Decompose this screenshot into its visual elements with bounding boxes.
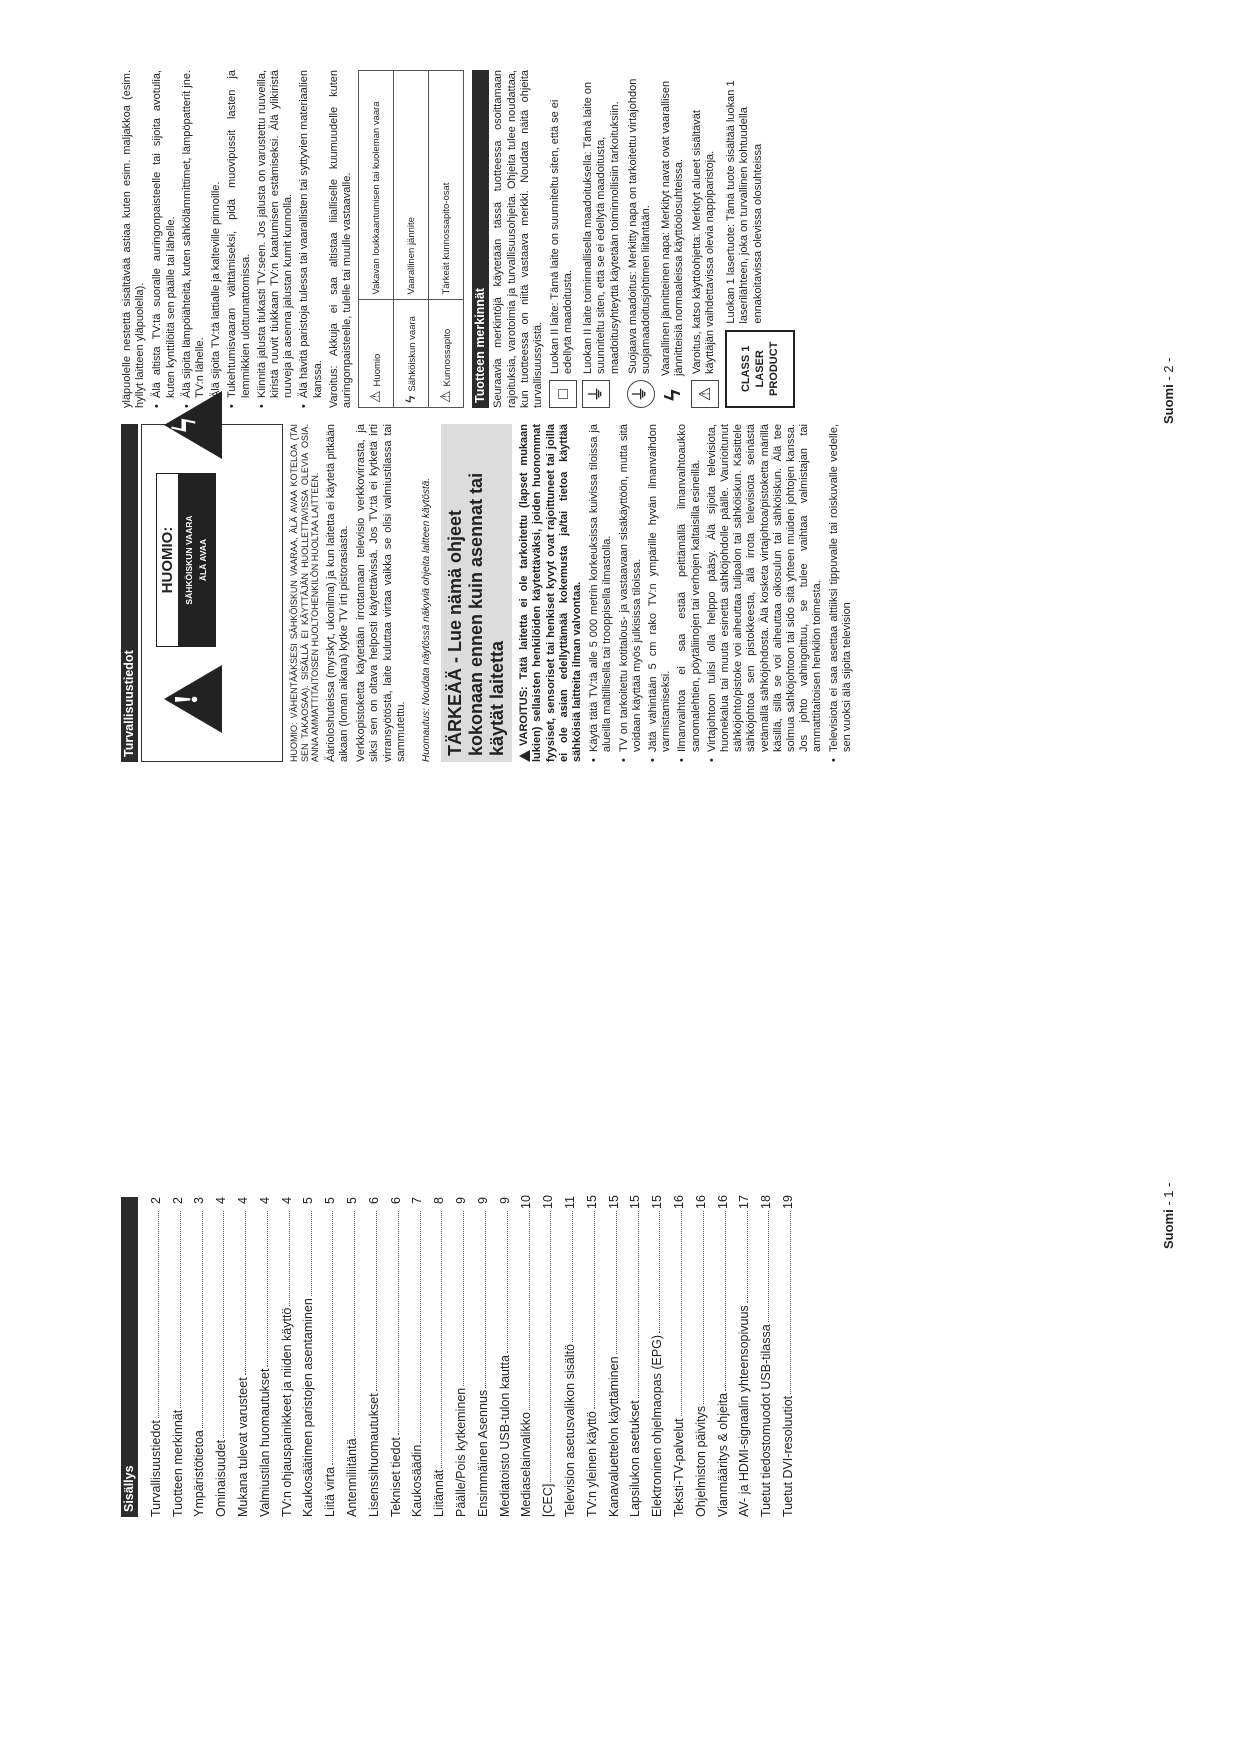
- toc-entry-page: 16: [715, 1195, 730, 1209]
- laser-label: [725, 330, 795, 408]
- toc-entry-page: 9: [475, 1197, 490, 1204]
- live-terminal-text: Vaarallinen jännitteinen napa: Merkityt navat ovat vaarallisen jännitteisiä normaaleissa käyttöolosuhteissa.: [659, 80, 686, 376]
- toc-entry[interactable]: [730, 1197, 752, 1517]
- toc-entry-page: 5: [344, 1197, 359, 1204]
- toc-entry-label: Kaukosäädin: [410, 1444, 425, 1517]
- toc-entry-label: Ohjelmiston päivitys: [693, 1405, 708, 1517]
- toc-leader-dots: [725, 1211, 726, 1391]
- toc-entry-page: 7: [410, 1197, 425, 1204]
- toc-entry-label: AV- ja HDMI-signaalin yhteensopivuus: [737, 1305, 752, 1517]
- symbol-table-left: [359, 299, 394, 407]
- protective-earth-icon: ⏚: [627, 380, 655, 408]
- safety-bullet: • TV on tarkoitettu kotitalous- ja vastaavaan sisäkäyttöön, mutta sitä voidaan käyttää myös julkisissa tiloissa.: [618, 424, 644, 762]
- lightning-warning-icon: ϟ: [164, 391, 222, 459]
- protective-earth-text: Suojaava maadoitus: Merkitty napa on tarkoitettu virtajohdon suojamaadoitusjohtimen liitäntään.: [626, 78, 653, 374]
- symbol-table-left: [429, 299, 464, 407]
- toc-leader-dots: [354, 1211, 355, 1436]
- toc-entry-label: Ominaisuudet: [214, 1439, 229, 1517]
- toc-leader-dots: [790, 1211, 791, 1394]
- right-bullet: • Tukehtumisvaaran välttämiseksi, pidä muovipussit lasten ja lemmikkien ulottumattomissa.: [226, 70, 252, 408]
- toc-entry-page: 4: [257, 1197, 272, 1204]
- safety-paragraph-2: Verkkopistoketta käytetään irrottamaan televisio verkkovirrasta, ja siksi sen on oltava helposti käytettävissä. Jos TV:tä ei kytketä irti virransyötöstä, laite kuluttaa virtaa vaikka se olisi valmiustilassa tai sammutettu.: [355, 424, 407, 762]
- manual-row: [691, 70, 719, 408]
- toc-leader-dots: [398, 1211, 399, 1435]
- toc-entry-page: 4: [235, 1197, 250, 1204]
- toc-entry[interactable]: [294, 1197, 316, 1517]
- maintenance-icon: ⚠: [436, 390, 453, 403]
- toc-entry-label: Kaukosäätimen paristojen asentaminen: [301, 1298, 316, 1517]
- toc-leader-dots: [507, 1211, 508, 1353]
- right-bullet: • Älä hävitä paristoja tulessa tai vaarallisten tai syttyvien materiaalien kanssa.: [298, 70, 324, 408]
- folio-2: [1161, 358, 1176, 424]
- toc-entry-label: Tuetut tiedostomuodot USB-tilassa: [759, 1324, 774, 1517]
- toc-leader-dots: [550, 1211, 551, 1482]
- symbol-table-row: [359, 71, 394, 408]
- toc-entry-page: 8: [432, 1197, 447, 1204]
- toc-list: [141, 1197, 795, 1517]
- toc-entry[interactable]: [686, 1197, 708, 1517]
- toc-entry-page: 2: [170, 1197, 185, 1204]
- safety-bullet: • Televisiota ei saa asettaa alttiiksi tippuvalle tai roiskuvalle vedelle, sen vuoksi älä sijoita television: [828, 424, 854, 762]
- toc-leader-dots: [441, 1211, 442, 1468]
- exclamation-warning-icon: !: [164, 665, 222, 733]
- right-bullet: • Älä sijoita TV:tä lattialle ja kalteville pinnoille.: [210, 70, 223, 408]
- toc-entry[interactable]: [621, 1197, 643, 1517]
- toc-leader-dots: [572, 1211, 573, 1342]
- symbol-meaning: Tärkeät kunnossapito-osat: [429, 71, 464, 300]
- toc-leader-dots: [420, 1211, 421, 1443]
- symbol-label: Sähköiskun vaara: [406, 316, 418, 392]
- toc-leader-dots: [747, 1211, 748, 1303]
- toc-title: Sisällys: [121, 1197, 138, 1517]
- toc-entry[interactable]: [337, 1197, 359, 1517]
- toc-entry-page: 16: [693, 1195, 708, 1209]
- toc-leader-dots: [681, 1211, 682, 1416]
- toc-entry-label: Ensimmäinen Asennus: [475, 1389, 490, 1517]
- laser-line-2: LASER PRODUCT: [754, 341, 781, 396]
- toc-entry-page: 4: [214, 1197, 229, 1204]
- toc-entry-page: 15: [628, 1195, 643, 1209]
- safety-bullet: • Virtajohtoon tulisi olla helppo pääsy. Älä sijoita televisiota, huonekalua tai muuta esinettä sähköjohdolle päälle. Vaurioitunut sähköjohto/pistoke voi aiheuttaa tulipalon tai sähköiskun. Käsittele sähköjohtoa sen pistokkeesta, älä irrota televisiota seinästä vetämällä sähköjohdosta. Älä kosketa virtajohtoa/pistoketta märillä käsillä, sillä se voi aiheuttaa oikosulun tai sähköiskun. Älä tee solmua sähköjohtoon tai sido sitä yhteen muiden johtojen kanssa. Jos johto vahingoittuu, se tulee vaihtaa valmistajan tai ammattitaitoisen henkilön toimesta.: [706, 424, 825, 762]
- laser-line-1: CLASS 1: [740, 345, 753, 393]
- toc-entry-label: Liitä virta: [323, 1466, 338, 1517]
- right-bullet: • Kiinnitä jalusta tiukasti TV:seen. Jos jalusta on varustettu ruuveilla, kiristä ruuvit tiukkaan TV:n kaatumisen estämiseksi. Älä ylikiristä ruuveja ja asenna jalustan kumit kunnolla.: [256, 70, 296, 408]
- toc-entry-label: Päälle/Pois kytkeminen: [453, 1387, 468, 1517]
- toc-leader-dots: [267, 1211, 268, 1367]
- symbol-table-row: [394, 71, 429, 408]
- toc-leader-dots: [223, 1211, 224, 1438]
- toc-entry[interactable]: [752, 1197, 774, 1517]
- toc-entry[interactable]: [599, 1197, 621, 1517]
- toc-entry[interactable]: [207, 1197, 229, 1517]
- toc-entry[interactable]: [773, 1197, 795, 1517]
- folio-number: - 2 -: [1161, 357, 1176, 381]
- class2-functional-row: [582, 70, 622, 408]
- toc-entry[interactable]: [141, 1197, 163, 1517]
- toc-leader-dots: [289, 1211, 290, 1306]
- toc-leader-dots: [245, 1211, 246, 1375]
- toc-entry-label: Mediaselainvalikko: [519, 1412, 534, 1517]
- toc-entry-page: 18: [759, 1195, 774, 1209]
- page-2: [21, 0, 1221, 804]
- toc-entry[interactable]: [643, 1197, 665, 1517]
- toc-entry-page: 17: [737, 1195, 752, 1209]
- live-terminal-row: [660, 70, 686, 408]
- toc-entry[interactable]: [272, 1197, 294, 1517]
- toc-leader-dots: [659, 1211, 660, 1333]
- markings-column: [121, 70, 800, 408]
- toc-entry[interactable]: [555, 1197, 577, 1517]
- toc-entry-page: 15: [584, 1195, 599, 1209]
- toc-entry-label: Elektroninen ohjelmaopas (EPG): [650, 1334, 665, 1517]
- warning-triangle-icon: [519, 750, 530, 762]
- toc-leader-dots: [180, 1211, 181, 1408]
- huomio-sub1: SÄHKÖISKUN VAARA: [184, 515, 195, 605]
- manual-warning-icon: ⚠: [691, 380, 719, 408]
- class2-text: Luokan II laite: Tämä laite on suunniteltu siten, että se ei edellytä maadoitusta.: [549, 99, 575, 374]
- toc-leader-dots: [332, 1211, 333, 1465]
- toc-entry-label: Tekniset tiedot: [388, 1437, 403, 1517]
- toc-entry-page: 19: [780, 1195, 795, 1209]
- toc-entry[interactable]: [250, 1197, 272, 1517]
- toc-entry[interactable]: [316, 1197, 338, 1517]
- folio-number: - 1 -: [1161, 1182, 1176, 1206]
- toc-entry-page: 6: [366, 1197, 381, 1204]
- protective-earth-row: [627, 70, 655, 408]
- page-1: [21, 804, 1221, 1629]
- toc-entry-page: 5: [323, 1197, 338, 1204]
- toc-leader-dots: [202, 1211, 203, 1428]
- toc-entry-page: 10: [541, 1195, 556, 1209]
- markings-intro: Seuraavia merkintöjä käytetään tässä tuotteessa osoittamaan rajoituksia, varotoimia ja turvallisuusohjeita. Ohjeita tulee noudattaa, kun tuotteessa on niitä vastaava merkki. Noudata näitä ohjeita turvallisuussyistä.: [492, 70, 545, 408]
- symbol-table-left: [394, 299, 429, 407]
- toc: [121, 1197, 795, 1517]
- toc-entry-label: Mukana tulevat varusteet: [235, 1377, 250, 1517]
- toc-leader-dots: [485, 1211, 486, 1388]
- safety-bullet-list: [588, 424, 854, 762]
- class2-functional-text: Luokan II laite toiminnallisella maadoituksella: Tämä laite on suunniteltu siten, että se ei edellytä maadoitusta, maadoitusyhteyttä käytetään toiminnollisiin tarkoituksiin.: [582, 81, 621, 374]
- functional-earth-icon: ⏚: [582, 380, 610, 408]
- toc-entry-label: Ympäristötietoa: [192, 1430, 207, 1517]
- toc-entry[interactable]: [664, 1197, 686, 1517]
- toc-entry[interactable]: [381, 1197, 403, 1517]
- toc-entry[interactable]: [446, 1197, 468, 1517]
- toc-leader-dots: [616, 1211, 617, 1354]
- toc-entry-page: 9: [497, 1197, 512, 1204]
- symbol-table-row: [429, 71, 464, 408]
- safety-column: [121, 417, 857, 762]
- toc-entry[interactable]: [163, 1197, 185, 1517]
- huomio-title: HUOMIO:: [159, 526, 177, 594]
- toc-leader-dots: [703, 1211, 704, 1404]
- continued-paragraph: yläpuolelle nestettä sisältävää astiaa kuten esim. maljakkoa (esim. hyllyt laitteen yläpuolella).: [121, 70, 147, 408]
- symbol-table: [358, 70, 464, 408]
- toc-entry-label: Lisenssihuomautukset: [366, 1393, 381, 1517]
- toc-entry[interactable]: [228, 1197, 250, 1517]
- toc-entry-page: 10: [519, 1195, 534, 1209]
- toc-entry-label: TV:n ohjauspainikkeet ja niiden käyttö: [279, 1307, 294, 1517]
- class2-row: [549, 70, 577, 408]
- right-bullet-list: [151, 70, 324, 408]
- safety-title: Turvallisuustiedot: [121, 424, 138, 762]
- safety-bullet: • Ilmanvaihtoa ei saa estää peittämällä ilmanvaihtoaukko sanomalehtien, pöytäliinojen tai verhojen kaltaisilla esineillä.: [676, 424, 702, 762]
- toc-leader-dots: [311, 1211, 312, 1296]
- caution-text: HUOMIO: VÄHENTÄÄKSESI SÄHKÖISKUN VAARAA, ÄLÄ AVAA KOTELOA (TAI SEN TAKAOSAA). SISÄLLÄ EI KÄYTTÄJÄN HUOLLETTAVISSA OLEVIA OSIA. ANNA AMMATTITAITOISEN HUOLTOHENKILÖN HUOLTAA LAITTEEN.: [289, 424, 321, 762]
- toc-leader-dots: [768, 1211, 769, 1322]
- laser-text: Luokan 1 lasertuote: Tämä tuote sisältää luokan 1 laserilähteen, joka on turvallinen kohtuudella ennakoitavissa olevissa olosuhteissa: [725, 80, 764, 324]
- toc-leader-dots: [529, 1211, 530, 1410]
- toc-entry-page: 2: [148, 1197, 163, 1204]
- folio-1: [1161, 1183, 1176, 1249]
- safety-bullet: • Käytä tätä TV:tä alle 5 000 metrin korkeuksissa kuivissa tiloissa ja alueilla maltillisella tai trooppisella ilmastolla.: [588, 424, 614, 762]
- lightning-icon: ϟ: [660, 389, 686, 401]
- laser-row: [725, 70, 795, 408]
- toc-leader-dots: [376, 1211, 377, 1391]
- toc-leader-dots: [463, 1211, 464, 1386]
- toc-entry[interactable]: [708, 1197, 730, 1517]
- toc-entry-label: Lapsilukon asetukset: [628, 1400, 643, 1517]
- toc-entry-page: 9: [453, 1197, 468, 1204]
- toc-entry[interactable]: [185, 1197, 207, 1517]
- safety-note: Huomautus: Noudata näytössä näkyviä ohjeita laitteen käytöstä.: [420, 477, 432, 762]
- warning-icon: ⚠: [366, 390, 383, 403]
- folio-lang: Suomi: [1161, 1209, 1176, 1249]
- toc-entry-label: Liitännät: [432, 1469, 447, 1517]
- right-bullet: • Älä altista TV:tä suoralle auringonpaisteelle tai sijoita avotulia, kuten kynttilöitä sen päälle tai lähelle.: [151, 70, 177, 408]
- toc-entry-label: Antenniliitäntä: [344, 1438, 359, 1517]
- toc-entry[interactable]: [577, 1197, 599, 1517]
- toc-entry-label: Valmiustilan huomautukset: [257, 1368, 272, 1517]
- toc-entry-page: 5: [301, 1197, 316, 1204]
- battery-warning: Varoitus: Akkuja ei saa altistaa liialliselle kuumuudelle kuten auringonpaisteelle, tulelle tai muulle vastaavalle.: [327, 70, 354, 408]
- toc-entry-page: 15: [606, 1195, 621, 1209]
- toc-entry-page: 6: [388, 1197, 403, 1204]
- toc-entry[interactable]: [468, 1197, 490, 1517]
- warning-text: VAROITUS: Tätä laitetta ei ole tarkoitettu (lapset mukaan lukien) sellaisten henkilöiden käytettäväksi, joiden huonommat fyysiset, sensoriset tai henkiset kyvyt ovat rajoittuneet tai joilla ei ole asian edellyttämää kokemusta ja/tai tietoa käyttää sähköisiä laitteita ilman valvontaa.: [518, 424, 583, 762]
- safety-paragraph-1: Äärioloshuteissa (myrskyt, ukonilma) ja kun laitetta ei käytetä pitkään aikaan (loman aikana) kytke TV irti pistorasiasta.: [324, 424, 350, 762]
- folio-lang: Suomi: [1161, 384, 1176, 424]
- symbol-meaning: Vakavan loukkaantumisen tai kuoleman vaara: [359, 71, 394, 300]
- double-square-icon: □: [549, 380, 577, 408]
- toc-entry-page: 16: [671, 1195, 686, 1209]
- toc-entry-label: Tuetut DVI-resoluutiot: [780, 1395, 795, 1517]
- right-bullet: • Älä sijoita lämpöiähteitä, kuten sähkölämmittimet, lämpöpatterit jne. TV:n lähelle.: [181, 70, 207, 408]
- toc-leader-dots: [638, 1211, 639, 1398]
- important-banner: TÄRKEÄÄ - Lue nämä ohjeet kokonaan ennen kuin asennat tai käytät laitetta: [441, 424, 512, 762]
- huomio-subtitle: [178, 474, 214, 646]
- toc-entry-label: Teksti-TV-palvelut: [671, 1418, 686, 1517]
- toc-entry[interactable]: [512, 1197, 534, 1517]
- toc-entry[interactable]: [490, 1197, 512, 1517]
- symbol-meaning: Vaarallinen jännite: [394, 71, 429, 300]
- toc-entry-label: Kanavaluettelon käyttäminen: [606, 1356, 621, 1517]
- toc-entry[interactable]: [403, 1197, 425, 1517]
- warning-paragraph: [518, 424, 584, 762]
- toc-entry-page: 11: [562, 1196, 577, 1209]
- toc-entry-page: 4: [279, 1197, 294, 1204]
- toc-entry-page: 3: [192, 1197, 207, 1204]
- rotated-spread: [21, 0, 1221, 1629]
- toc-entry[interactable]: [359, 1197, 381, 1517]
- caution-box: [141, 417, 283, 762]
- markings-title: Tuotteen merkinnät: [472, 70, 489, 408]
- toc-entry-label: TV:n yleinen käyttö: [584, 1411, 599, 1517]
- electric-shock-icon: ϟ: [401, 395, 418, 403]
- toc-entry[interactable]: [534, 1197, 556, 1517]
- toc-entry[interactable]: [425, 1197, 447, 1517]
- huomio-sub2: ÄLÄ AVAA: [197, 538, 208, 582]
- symbol-label: Kunnossapito: [441, 328, 453, 387]
- symbol-label: Huomio: [371, 353, 383, 387]
- toc-entry-label: Television asetusvalikon sisältö: [562, 1343, 577, 1517]
- toc-entry-label: Turvallisuustiedot: [148, 1420, 163, 1517]
- toc-leader-dots: [594, 1211, 595, 1409]
- toc-entry-label: Tuotteen merkinnät: [170, 1409, 185, 1517]
- manual-text: Varoitus, katso käyttöohjetta: Merkityt alueet sisältävät käyttäjän vaihdettavissa olevia nappiparistoja.: [691, 110, 717, 374]
- toc-entry-label: Mediatoisto USB-tulon kautta: [497, 1355, 512, 1517]
- safety-bullet: • Jätä vähintään 5 cm rako TV:n ympärille hyvän ilmanvaihdon varmistamiseksi.: [647, 424, 673, 762]
- toc-leader-dots: [158, 1211, 159, 1418]
- toc-entry-label: [CEC]: [541, 1483, 556, 1517]
- huomio-label: [156, 473, 216, 647]
- toc-entry-label: Vianmääritys & ohjeita: [715, 1392, 730, 1517]
- toc-entry-page: 15: [650, 1195, 665, 1209]
